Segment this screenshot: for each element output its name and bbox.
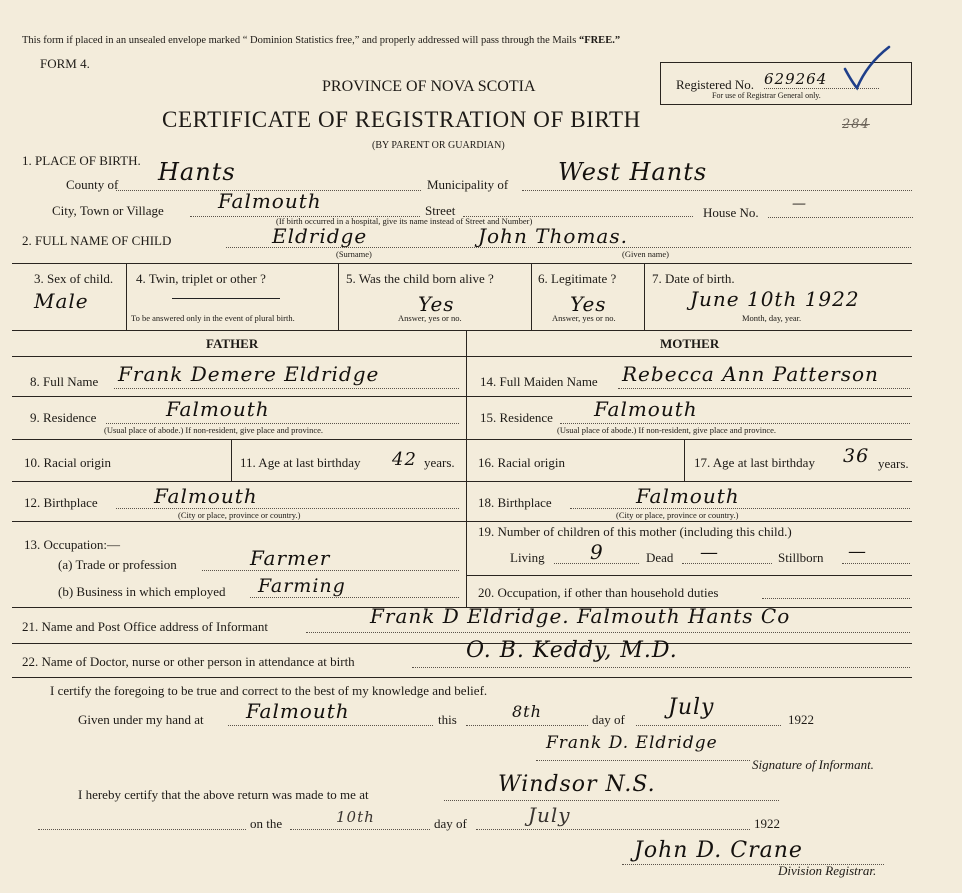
this-label: this (438, 712, 457, 727)
county-value: Hants (158, 158, 236, 186)
given-under-label: Given under my hand at (78, 712, 204, 727)
stillborn-line (842, 563, 910, 564)
trade-value: Farmer (250, 546, 331, 570)
mother-age-value: 36 (843, 445, 870, 467)
child-given-name: John Thomas. (478, 224, 628, 248)
surname-note: (Surname) (336, 249, 372, 259)
trade-line (202, 570, 459, 571)
mail-notice-text: This form if placed in an unsealed envelope marked “ Dominion Statistics free,” and properly addressed will pass through the Mails (22, 35, 577, 46)
father-name-value: Frank Demere Eldridge (118, 362, 380, 386)
child-surname: Eldridge (272, 224, 368, 248)
mother-name-line (618, 388, 910, 389)
mother-name-value: Rebecca Ann Patterson (622, 362, 879, 386)
registrar-label: Division Registrar. (778, 863, 877, 878)
informant-line (306, 632, 910, 633)
mother-age-label: 17. Age at last birthday (694, 455, 815, 470)
living-label: Living (510, 550, 545, 565)
informant-label: 21. Name and Post Office address of Informant (22, 619, 268, 634)
twin-label: 4. Twin, triplet or other ? (136, 271, 266, 286)
certify-statement: I certify the foregoing to be true and correct to the best of my knowledge and belief. (50, 683, 488, 698)
street-label: Street (425, 203, 456, 218)
living-line (554, 563, 639, 564)
house-value: — (792, 196, 807, 212)
registrar-day-of: day of (434, 816, 467, 831)
row3-col4 (644, 263, 645, 330)
row3-col1 (126, 263, 127, 330)
signature-line (536, 760, 750, 761)
signature-label: Signature of Informant. (752, 757, 874, 772)
row10-line (12, 481, 912, 482)
father-birthplace-line (116, 508, 459, 509)
doctor-value: O. B. Keddy, M.D. (466, 638, 678, 663)
row8-line (12, 396, 912, 397)
mother-birthplace-value: Falmouth (636, 484, 740, 508)
father-racial-label: 10. Racial origin (24, 455, 112, 470)
day-value: 8th (512, 702, 542, 721)
business-line (250, 597, 459, 598)
margin-mark: 284 (842, 117, 870, 132)
father-residence-note: (Usual place of abode.) If non-resident, give place and province. (104, 425, 324, 435)
registered-label: Registered No. (676, 77, 754, 92)
place-heading: 1. PLACE OF BIRTH. (22, 153, 141, 168)
father-age-label: 11. Age at last birthday (240, 455, 361, 470)
twin-dash (172, 298, 280, 299)
house-line (768, 217, 913, 218)
municipality-label: Municipality of (427, 177, 509, 192)
checkmark-icon (842, 44, 892, 92)
row9-line (12, 439, 912, 440)
trade-label: (a) Trade or profession (58, 557, 177, 572)
living-value: 9 (590, 540, 604, 564)
registrar-place-line (444, 800, 779, 801)
father-years-label: years. (424, 455, 455, 470)
sex-value: Male (34, 289, 89, 313)
row3-col3 (531, 263, 532, 330)
municipality-value: West Hants (558, 158, 708, 186)
mother-residence-note: (Usual place of abode.) If non-resident, give place and province. (557, 425, 777, 435)
mother-occupation-label: 20. Occupation, if other than household duties (478, 585, 719, 600)
house-label: House No. (703, 205, 759, 220)
county-label: County of (66, 177, 119, 192)
divider-row3-bottom (12, 330, 912, 331)
mother-birthplace-note: (City or place, province or country.) (616, 510, 739, 520)
given-name-note: (Given name) (622, 249, 669, 259)
birth-date-value: June 10th 1922 (690, 287, 860, 311)
dead-label: Dead (646, 550, 674, 565)
legit-label: 6. Legitimate ? (538, 271, 617, 286)
informant-signature: Frank D. Eldridge (546, 733, 718, 753)
mother-residence-value: Falmouth (594, 397, 698, 421)
birth-date-label: 7. Date of birth. (652, 271, 735, 286)
divider-row3-top (12, 263, 912, 264)
day-of-label: day of (592, 712, 625, 727)
registered-note: For use of Registrar General only. (712, 91, 821, 100)
month-value: July (668, 695, 715, 720)
father-residence-label: 9. Residence (30, 410, 97, 425)
legit-note: Answer, yes or no. (552, 313, 616, 323)
father-residence-line (106, 423, 459, 424)
mother-residence-line (560, 423, 910, 424)
registrar-day-line (290, 829, 430, 830)
row12-line (12, 521, 912, 522)
child-name-line (226, 247, 911, 248)
dead-value: — (700, 542, 719, 563)
doctor-line (412, 667, 910, 668)
city-label: City, Town or Village (52, 203, 164, 218)
row10-col (231, 439, 232, 481)
mother-heading: MOTHER (660, 336, 720, 351)
child-name-label: 2. FULL NAME OF CHILD (22, 233, 172, 248)
municipality-line (522, 190, 912, 191)
legit-value: Yes (570, 292, 607, 316)
father-name-label: 8. Full Name (30, 374, 99, 389)
father-name-line (114, 388, 459, 389)
registrar-day: 10th (336, 808, 375, 826)
alive-label: 5. Was the child born alive ? (346, 271, 494, 286)
mother-residence-label: 15. Residence (480, 410, 553, 425)
mother-racial-label: 16. Racial origin (478, 455, 566, 470)
registrar-month-line (476, 829, 750, 830)
row16-col (684, 439, 685, 481)
mother-birthplace-label: 18. Birthplace (478, 495, 552, 510)
parents-divider (466, 330, 467, 607)
city-value: Falmouth (218, 189, 322, 213)
doctor-label: 22. Name of Doctor, nurse or other person in attendance at birth (22, 654, 355, 669)
sex-label: 3. Sex of child. (34, 271, 114, 286)
mother-occupation-line (762, 598, 910, 599)
left-line (38, 829, 246, 830)
children-label: 19. Number of children of this mother (including this child.) (478, 524, 792, 539)
dead-line (682, 563, 772, 564)
alive-value: Yes (418, 292, 455, 316)
registrar-place: Windsor N.S. (498, 772, 656, 797)
father-birthplace-value: Falmouth (154, 484, 258, 508)
mail-free: “FREE.” (578, 35, 621, 46)
stillborn-label: Stillborn (778, 550, 824, 565)
father-birthplace-note: (City or place, province or country.) (178, 510, 301, 520)
row19-line (466, 575, 912, 576)
province-heading: PROVINCE OF NOVA SCOTIA (322, 78, 536, 95)
month-line (636, 725, 781, 726)
row3-col2 (338, 263, 339, 330)
father-residence-value: Falmouth (166, 397, 270, 421)
page-subtitle: (BY PARENT OR GUARDIAN) (372, 140, 505, 151)
registrar-signature: John D. Crane (634, 838, 803, 863)
form-number: FORM 4. (40, 56, 90, 71)
row21-line (12, 643, 912, 644)
parents-head-line (12, 356, 912, 357)
registrar-year: 1922 (754, 816, 780, 831)
business-label: (b) Business in which employed (58, 584, 226, 599)
father-age-value: 42 (392, 449, 417, 470)
mother-years-label: years. (878, 456, 909, 471)
registered-number: 629264 (764, 70, 828, 88)
day-line (466, 725, 588, 726)
father-heading: FATHER (206, 336, 259, 351)
given-place-line (228, 725, 433, 726)
mother-name-label: 14. Full Maiden Name (480, 374, 598, 389)
given-place-value: Falmouth (246, 699, 350, 723)
twin-note: To be answered only in the event of plural birth. (131, 313, 295, 323)
business-value: Farming (258, 575, 346, 597)
registrar-month: July (528, 803, 571, 827)
father-birthplace-label: 12. Birthplace (24, 495, 98, 510)
alive-note: Answer, yes or no. (398, 313, 462, 323)
birth-date-note: Month, day, year. (742, 313, 802, 323)
registrar-statement: I hereby certify that the above return was made to me at (78, 787, 369, 802)
year-value: 1922 (788, 712, 814, 727)
mother-birthplace-line (570, 508, 910, 509)
informant-value: Frank D Eldridge. Falmouth Hants Co (370, 604, 791, 628)
mail-notice (22, 35, 620, 46)
stillborn-value: — (848, 541, 867, 562)
row22-line (12, 677, 912, 678)
hospital-note: (If birth occurred in a hospital, give its name instead of Street and Number) (276, 216, 533, 226)
occupation-label: 13. Occupation:— (24, 537, 121, 552)
page-title: CERTIFICATE OF REGISTRATION OF BIRTH (162, 107, 641, 132)
on-the-label: on the (250, 816, 283, 831)
